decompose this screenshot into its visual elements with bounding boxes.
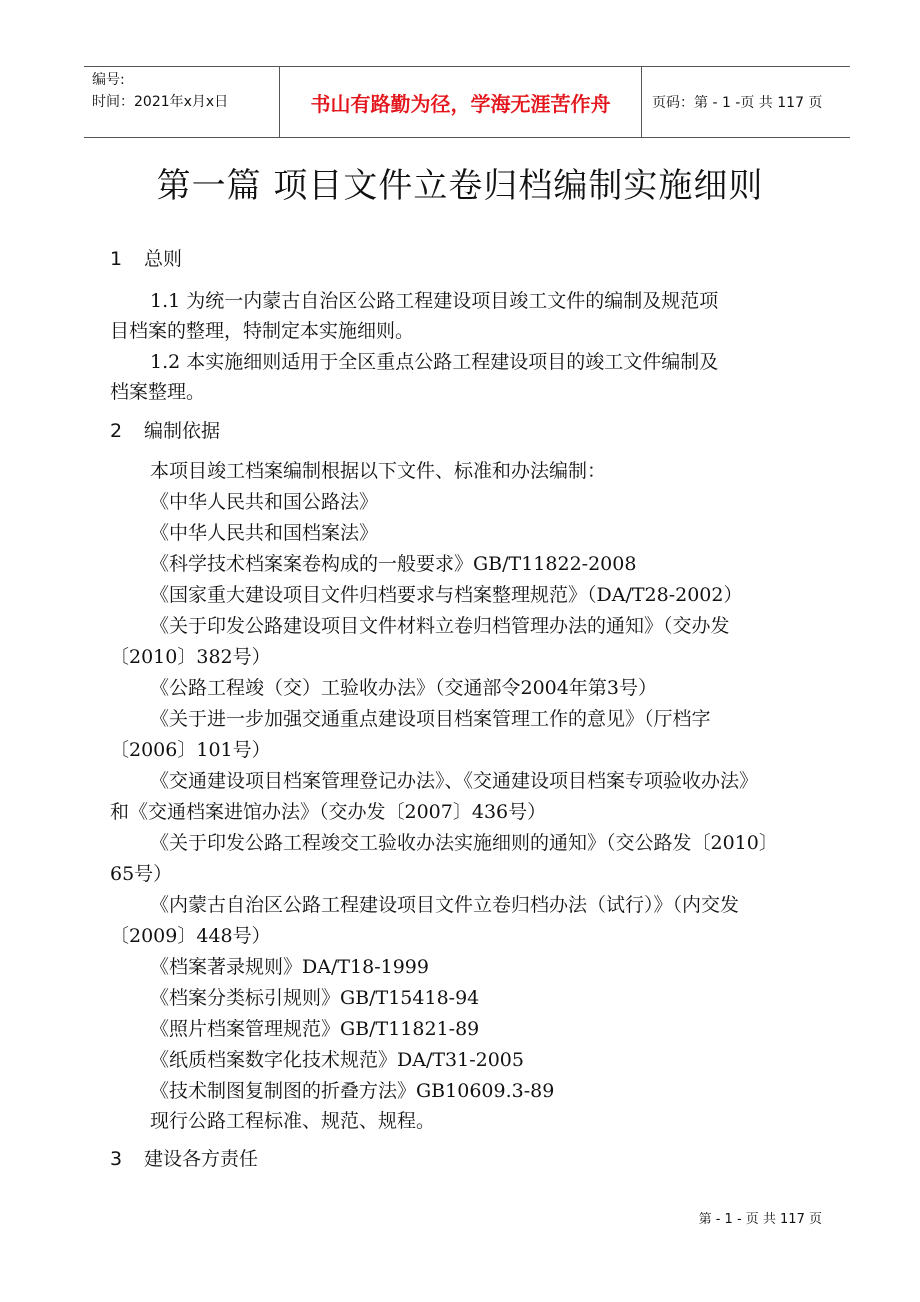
body-line: 目档案的整理，特制定本实施细则。 — [110, 320, 415, 342]
reference-item: 《关于进一步加强交通重点建设项目档案管理工作的意见》（厅档字 — [150, 708, 711, 730]
body-line: 1.2 本实施细则适用于全区重点公路工程建设项目的竣工文件编制及 — [150, 351, 719, 373]
reference-item-cont: 65号） — [110, 863, 173, 885]
reference-item: 《内蒙古自治区公路工程建设项目文件立卷归档办法（试行）》（内交发 — [150, 894, 740, 916]
header-motto: 书山有路勤为径，学海无涯苦作舟 — [280, 67, 642, 137]
body-line: 现行公路工程标准、规范、规程。 — [150, 1110, 436, 1132]
body-line: 档案整理。 — [110, 381, 206, 403]
reference-item: 《关于印发公路工程竣交工验收办法实施细则的通知》（交公路发〔2010〕 — [150, 832, 778, 854]
reference-item: 《中华人民共和国公路法》 — [150, 491, 379, 513]
reference-item: 《关于印发公路建设项目文件材料立卷归档管理办法的通知》（交办发 — [150, 615, 730, 637]
document-number-label: 编号: — [92, 72, 125, 88]
reference-item-cont: 和《交通档案进馆办法》（交办发〔2007〕436号） — [110, 801, 547, 823]
section-number: 2 — [110, 420, 123, 442]
section-number: 3 — [110, 1148, 123, 1170]
section-heading-2 — [110, 416, 220, 443]
page-footer: 第 - 1 - 页 共 117 页 — [698, 1212, 822, 1227]
reference-item: 《中华人民共和国档案法》 — [150, 522, 379, 544]
body-line: 本项目竣工档案编制根据以下文件、标准和办法编制： — [150, 460, 607, 482]
reference-item: 《档案著录规则》DA/T18-1999 — [150, 956, 429, 978]
section-heading-3 — [110, 1144, 258, 1171]
reference-item-cont: 〔2006〕101号） — [110, 739, 271, 761]
document-time-label: 时间：2021年x月x日 — [92, 94, 229, 110]
reference-item: 《纸质档案数字化技术规范》DA/T31-2005 — [150, 1049, 524, 1071]
section-title: 建设各方责任 — [144, 1148, 259, 1170]
header-page-info: 页码：第 - 1 -页 共 117 页 — [652, 95, 823, 111]
header-meta — [84, 67, 280, 137]
section-title: 编制依据 — [144, 420, 221, 442]
reference-item-cont: 〔2009〕448号） — [110, 925, 271, 947]
reference-item: 《公路工程竣（交）工验收办法》（交通部令2004年第3号） — [150, 677, 657, 699]
reference-item: 《国家重大建设项目文件归档要求与档案整理规范》（DA/T28-2002） — [150, 584, 743, 606]
reference-item-cont: 〔2010〕382号） — [110, 646, 271, 668]
reference-item: 《照片档案管理规范》GB/T11821-89 — [150, 1018, 480, 1040]
section-number: 1 — [110, 248, 123, 270]
reference-item: 《交通建设项目档案管理登记办法》、《交通建设项目档案专项验收办法》 — [150, 770, 759, 792]
section-title: 总则 — [144, 248, 183, 270]
reference-item: 《科学技术档案案卷构成的一般要求》GB/T11822-2008 — [150, 553, 637, 575]
reference-item: 《技术制图复制图的折叠方法》GB10609.3-89 — [150, 1080, 555, 1102]
section-heading-1 — [110, 244, 182, 271]
page-header — [84, 66, 850, 138]
reference-item: 《档案分类标引规则》GB/T15418-94 — [150, 987, 480, 1009]
body-line: 1.1 为统一内蒙古自治区公路工程建设项目竣工文件的编制及规范项 — [150, 290, 719, 312]
page-title: 第一篇 项目文件立卷归档编制实施细则 — [156, 166, 764, 206]
